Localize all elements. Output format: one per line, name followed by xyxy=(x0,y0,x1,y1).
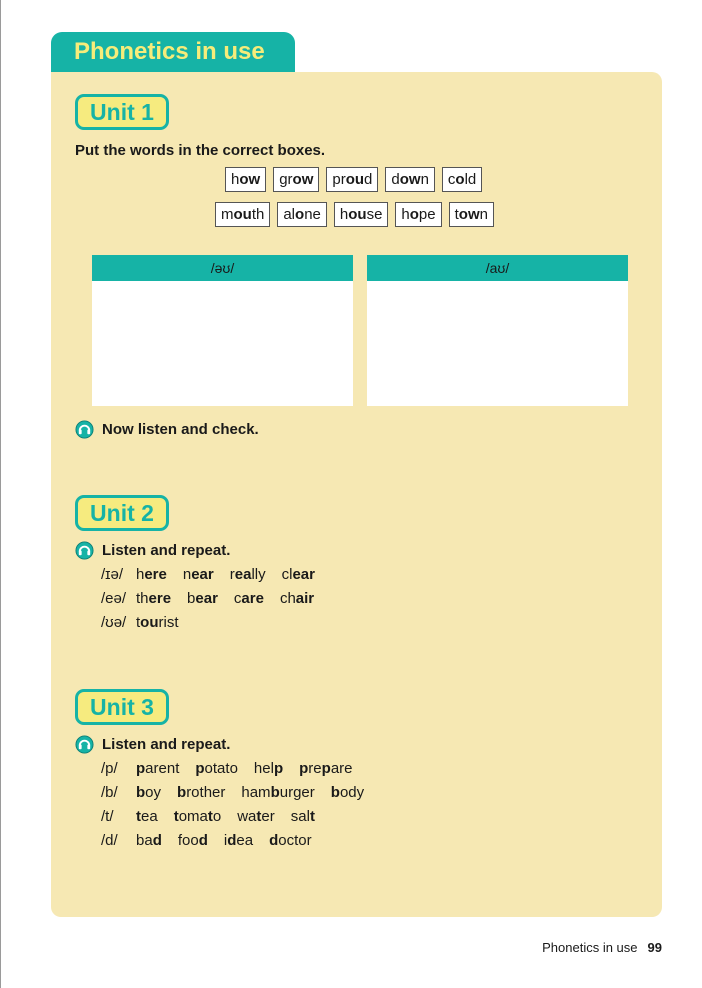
example-word: water xyxy=(237,808,275,825)
word-bank-row-2 xyxy=(215,202,494,227)
phoneme-symbol: /b/ xyxy=(101,784,118,801)
listen-check-line xyxy=(75,420,259,439)
phoneme-symbol: /eə/ xyxy=(101,590,127,607)
page-title: Phonetics in use xyxy=(51,32,295,72)
sound-line xyxy=(101,614,195,631)
word-bank-row-1 xyxy=(225,167,482,192)
example-word: here xyxy=(136,566,167,583)
word-card[interactable]: h ou se xyxy=(334,202,389,227)
word-card[interactable]: pr ou d xyxy=(326,167,378,192)
unit-3-instruction-line xyxy=(75,735,230,754)
phoneme-symbol: /ʊə/ xyxy=(101,614,127,631)
example-word: parent xyxy=(136,760,180,777)
example-word: bad xyxy=(136,832,162,849)
example-word: help xyxy=(253,760,284,777)
word-card[interactable]: d ow n xyxy=(385,167,435,192)
page-footer xyxy=(542,940,662,955)
sound-box-ou-heading: /əʊ/ xyxy=(92,255,353,281)
example-word: there xyxy=(136,590,172,607)
word-card[interactable]: c o ld xyxy=(442,167,482,192)
example-word: really xyxy=(229,566,266,583)
unit-3-badge: Unit 3 xyxy=(75,689,169,725)
example-word: clear xyxy=(281,566,315,583)
example-word: care xyxy=(233,590,264,607)
word-card[interactable]: h o pe xyxy=(395,202,441,227)
phoneme-symbol: /t/ xyxy=(101,808,114,825)
sound-line xyxy=(101,760,369,777)
example-word: brother xyxy=(177,784,226,801)
example-word: prepare xyxy=(299,760,353,777)
example-word: doctor xyxy=(269,832,312,849)
page-number: 99 xyxy=(647,940,662,955)
sound-box-ou[interactable] xyxy=(92,255,353,406)
sound-line xyxy=(101,590,330,607)
example-word: salt xyxy=(290,808,315,825)
cd-audio-icon[interactable] xyxy=(75,541,94,560)
sound-box-au-heading: /aʊ/ xyxy=(367,255,628,281)
example-word: chair xyxy=(279,590,315,607)
example-word: near xyxy=(182,566,214,583)
word-card[interactable]: h ow xyxy=(225,167,266,192)
example-word: body xyxy=(330,784,365,801)
sound-line xyxy=(101,832,328,849)
phoneme-symbol: /d/ xyxy=(101,832,118,849)
listen-check-text: Now listen and check. xyxy=(102,421,259,438)
unit-1-badge: Unit 1 xyxy=(75,94,169,130)
footer-section: Phonetics in use xyxy=(542,940,638,955)
phoneme-symbol: /p/ xyxy=(101,760,118,777)
sound-line xyxy=(101,808,331,825)
example-word: idea xyxy=(223,832,254,849)
cd-audio-icon[interactable] xyxy=(75,735,94,754)
example-word: food xyxy=(177,832,208,849)
unit-2-instruction-line xyxy=(75,541,230,560)
example-word: tomato xyxy=(173,808,222,825)
word-card[interactable]: al o ne xyxy=(277,202,327,227)
word-card[interactable]: gr ow xyxy=(273,167,319,192)
unit-1-instruction: Put the words in the correct boxes. xyxy=(75,142,326,159)
cd-audio-icon[interactable] xyxy=(75,420,94,439)
example-word: potato xyxy=(195,760,238,777)
phoneme-symbol: /ɪə/ xyxy=(101,566,124,583)
unit-3-instruction: Listen and repeat. xyxy=(102,736,231,753)
example-word: tourist xyxy=(136,614,179,631)
example-word: tea xyxy=(136,808,158,825)
example-word: boy xyxy=(136,784,162,801)
sound-line xyxy=(101,566,331,583)
sound-box-au[interactable] xyxy=(367,255,628,406)
unit-2-instruction: Listen and repeat. xyxy=(102,542,231,559)
sound-line xyxy=(101,784,380,801)
word-card[interactable]: m ou th xyxy=(215,202,270,227)
word-card[interactable]: t ow n xyxy=(449,202,494,227)
page-edge-rule xyxy=(0,0,1,988)
example-word: bear xyxy=(187,590,218,607)
unit-2-badge: Unit 2 xyxy=(75,495,169,531)
example-word: hamburger xyxy=(241,784,315,801)
